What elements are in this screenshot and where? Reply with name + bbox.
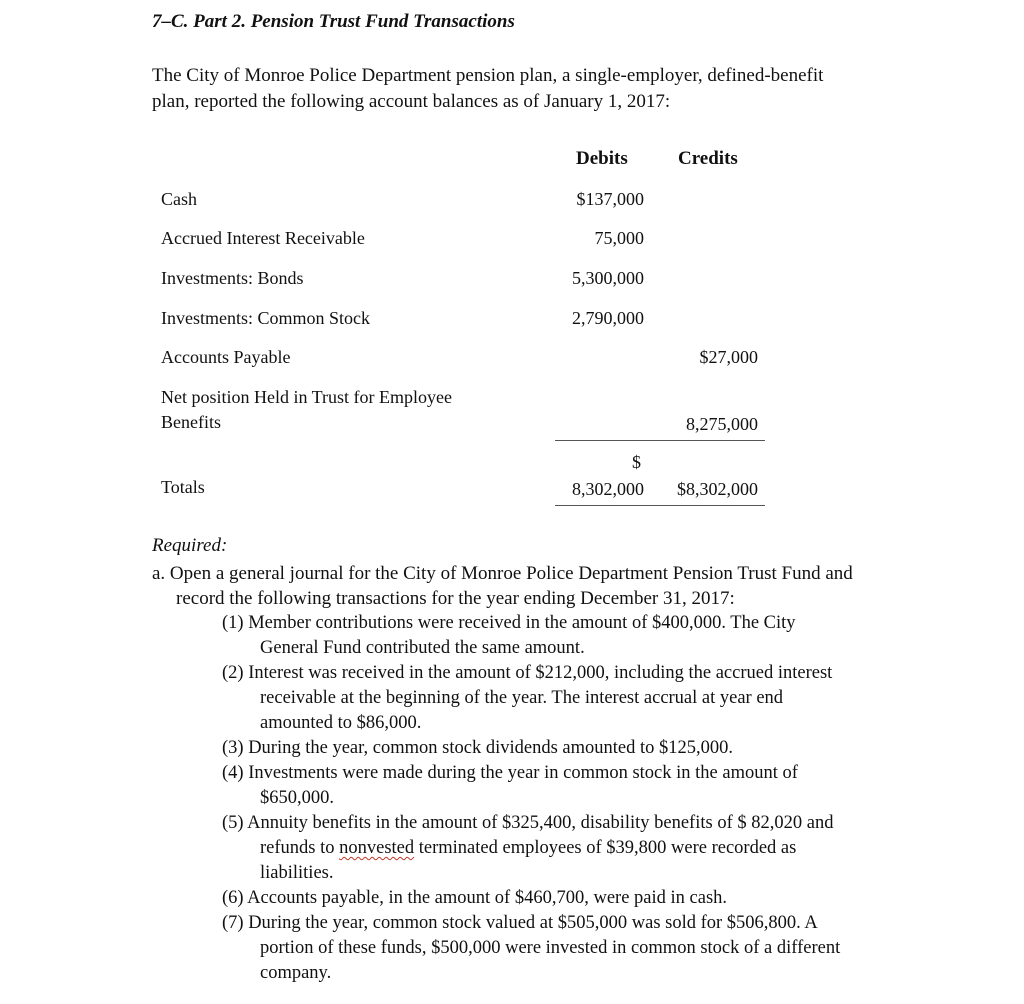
debit-amount: $137,000 <box>576 189 644 209</box>
item-line: (6) Accounts payable, in the amount of $460,700, were paid in cash. <box>222 888 728 908</box>
intro-line: plan, reported the following account balances as of January 1, 2017: <box>152 91 671 112</box>
account-label: Investments: Bonds <box>161 268 304 288</box>
item-line <box>222 836 840 861</box>
part-a-instruction <box>152 561 853 611</box>
account-label: Net position Held in Trust for Employee <box>161 387 452 407</box>
item-line: (4) Investments were made during the year in common stock in the amount of <box>222 763 798 783</box>
item-line: (2) Interest was received in the amount of $212,000, including the accrued interest <box>222 663 833 683</box>
spellcheck-flagged-word[interactable]: nonvested <box>339 838 415 858</box>
list-item <box>222 886 840 911</box>
page-heading: 7–C. Part 2. Pension Trust Fund Transactions <box>152 11 515 32</box>
totals-label: Totals <box>161 477 205 497</box>
totals-rule <box>555 505 765 506</box>
intro-paragraph <box>152 63 823 115</box>
list-item <box>222 811 840 886</box>
debits-header: Debits <box>576 148 628 169</box>
required-label: Required: <box>152 535 228 556</box>
account-label: Benefits <box>161 412 221 432</box>
debit-amount: 75,000 <box>594 228 644 248</box>
totals-debit: 8,302,000 <box>572 479 644 499</box>
transaction-list <box>222 611 840 986</box>
list-item <box>222 611 840 661</box>
item-line: (7) During the year, common stock valued at $505,000 was sold for $506,800. A <box>222 913 818 933</box>
list-item <box>222 736 840 761</box>
credit-amount: $27,000 <box>699 347 758 367</box>
list-item <box>222 761 840 811</box>
part-a-line: record the following transactions for the year ending December 31, 2017: <box>176 588 735 609</box>
credits-header: Credits <box>678 148 738 169</box>
item-line: General Fund contributed the same amount. <box>260 638 585 658</box>
item-line: company. <box>260 963 332 983</box>
totals-credit: $8,302,000 <box>677 479 758 499</box>
intro-line: The City of Monroe Police Department pension plan, a single-employer, defined-benefit <box>152 65 824 86</box>
account-label: Accounts Payable <box>161 347 291 367</box>
list-item <box>222 911 840 986</box>
item-line: amounted to $86,000. <box>260 713 422 733</box>
account-label: Accrued Interest Receivable <box>161 228 365 248</box>
item-line: $650,000. <box>260 788 334 808</box>
debit-amount: 5,300,000 <box>572 268 644 288</box>
subtotal-rule <box>555 440 765 441</box>
item-text: refunds to <box>260 838 340 858</box>
debit-amount: 2,790,000 <box>572 308 644 328</box>
totals-debit-symbol: $ <box>632 452 641 472</box>
item-line: (5) Annuity benefits in the amount of $325,400, disability benefits of $ 82,020 and <box>222 813 834 833</box>
account-label: Cash <box>161 189 197 209</box>
account-label: Investments: Common Stock <box>161 308 370 328</box>
item-line: liabilities. <box>260 863 334 883</box>
item-line: (1) Member contributions were received in the amount of $400,000. The City <box>222 613 796 633</box>
part-a-line: a. Open a general journal for the City of Monroe Police Department Pension Trust Fund and <box>152 563 853 584</box>
item-text: terminated employees of $39,800 were recorded as <box>414 838 797 858</box>
item-line: receivable at the beginning of the year. The interest accrual at year end <box>260 688 784 708</box>
credit-amount: 8,275,000 <box>686 414 758 434</box>
item-line: (3) During the year, common stock dividends amounted to $125,000. <box>222 738 733 758</box>
list-item <box>222 661 840 736</box>
item-line: portion of these funds, $500,000 were invested in common stock of a different <box>260 938 841 958</box>
